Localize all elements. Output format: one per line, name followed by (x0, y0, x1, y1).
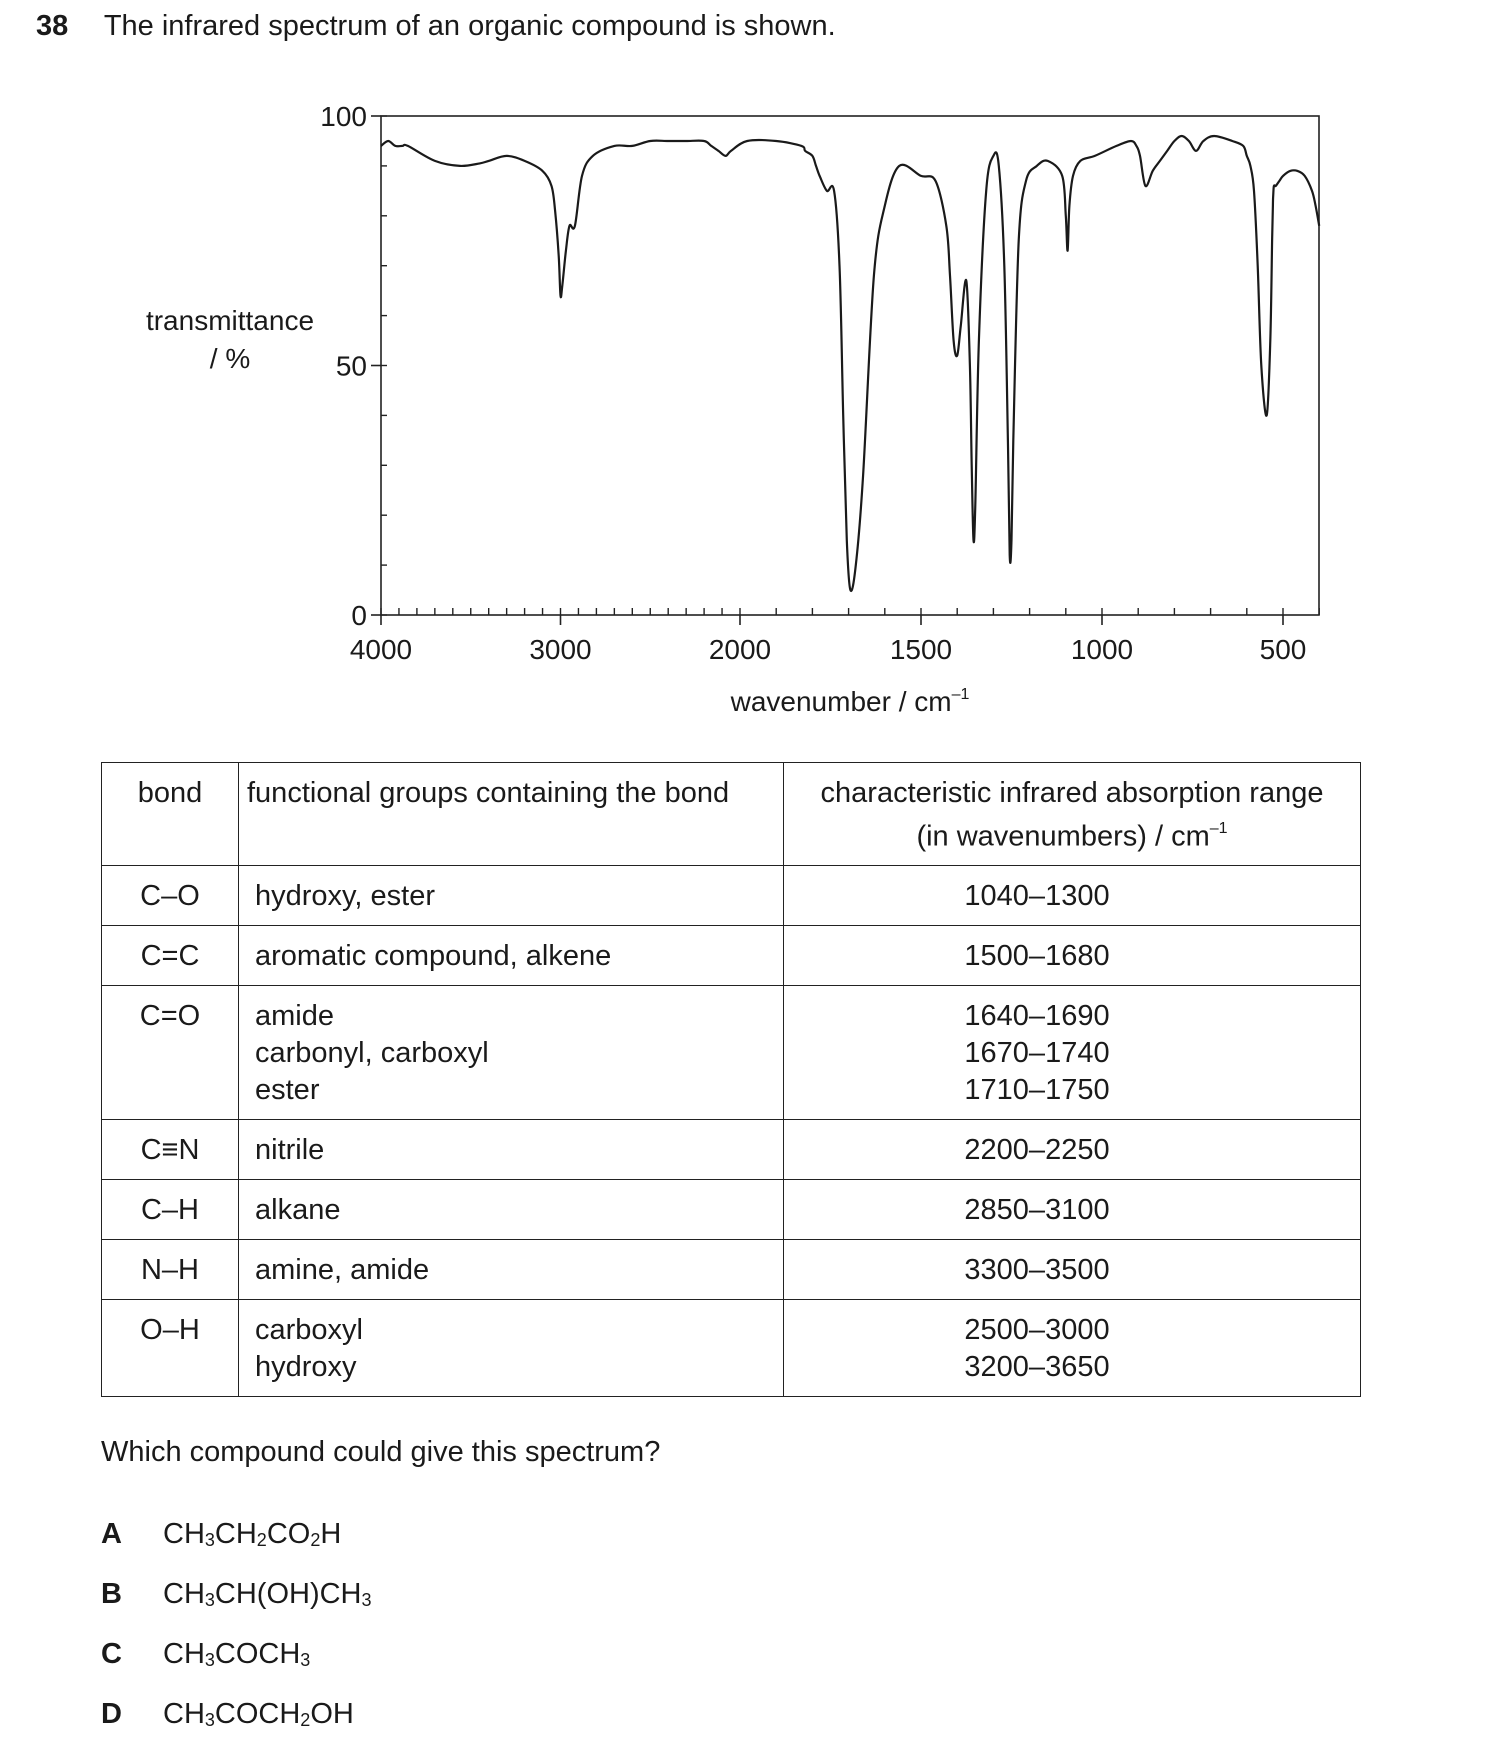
cell-functional-groups (239, 1240, 784, 1300)
option-letter: C (101, 1638, 122, 1670)
y-tick-label: 0 (351, 600, 367, 631)
range-values (964, 1252, 1109, 1289)
range-values (964, 1132, 1109, 1169)
header-functional-groups: functional groups containing the bond (239, 763, 784, 866)
option-formula (163, 1578, 372, 1610)
x-tick-label: 2000 (708, 634, 772, 665)
functional-group: ester (255, 1074, 320, 1106)
option-c (101, 1624, 372, 1684)
option-b (101, 1564, 372, 1624)
range-values (964, 1192, 1109, 1229)
option-letter: A (101, 1518, 122, 1550)
table-row (102, 1240, 1361, 1300)
functional-group: amide (255, 1000, 334, 1032)
header-range-line1: characteristic infrared absorption range (820, 777, 1324, 809)
formula-part: H (320, 1518, 342, 1550)
cell-bond: C≡N (102, 1120, 239, 1180)
functional-group: hydroxy (255, 1351, 357, 1383)
cell-functional-groups (239, 1300, 784, 1397)
cell-functional-groups (239, 986, 784, 1120)
cell-absorption-range (784, 1180, 1361, 1240)
cell-functional-groups (239, 866, 784, 926)
formula-part: CO (266, 1518, 311, 1550)
x-tick-label: 4000 (349, 634, 413, 665)
cell-bond: C–H (102, 1180, 239, 1240)
functional-group: aromatic compound, alkene (255, 940, 612, 972)
range-value: 1500–1680 (964, 940, 1110, 972)
formula-part: COCH (214, 1698, 301, 1730)
functional-group: alkane (255, 1194, 341, 1226)
ir-absorption-table (101, 762, 1361, 1397)
question-intro: The infrared spectrum of an organic compound is shown. (103, 10, 836, 42)
option-formula (163, 1638, 310, 1670)
option-d (101, 1684, 372, 1744)
header-range-line2 (792, 812, 1352, 856)
table-header-row (102, 763, 1361, 866)
answer-options (101, 1504, 372, 1744)
cell-functional-groups (239, 1180, 784, 1240)
cell-absorption-range (784, 866, 1361, 926)
x-tick-label: 3000 (529, 634, 592, 665)
question-number: 38 (36, 10, 69, 42)
formula-part: CH (163, 1698, 205, 1730)
cell-bond: O–H (102, 1300, 239, 1397)
option-formula (163, 1518, 341, 1550)
formula-subscript: 3 (204, 1590, 215, 1610)
cell-bond: C=O (102, 986, 239, 1120)
question-prompt: Which compound could give this spectrum? (101, 1436, 661, 1468)
spectrum-line (381, 136, 1319, 591)
formula-part: OH (310, 1698, 354, 1730)
option-letter: D (101, 1698, 122, 1730)
cell-bond: C=C (102, 926, 239, 986)
formula-part: CH (163, 1638, 205, 1670)
table-body (102, 866, 1361, 1397)
x-tick-label: 500 (1259, 634, 1307, 665)
option-formula (163, 1698, 354, 1730)
formula-part: CH (163, 1578, 205, 1610)
header-bond: bond (102, 763, 239, 866)
y-axis-label-unit: / % (209, 343, 251, 374)
range-values (964, 938, 1109, 975)
cell-absorption-range (784, 1300, 1361, 1397)
y-tick-label: 100 (320, 101, 367, 132)
option-a (101, 1504, 372, 1564)
functional-group: carbonyl, carboxyl (255, 1037, 489, 1069)
range-value: 2200–2250 (964, 1134, 1110, 1166)
cell-bond: N–H (102, 1240, 239, 1300)
range-values (964, 878, 1109, 915)
formula-subscript: 2 (300, 1710, 311, 1730)
formula-subscript: 3 (204, 1650, 215, 1670)
table-row (102, 1180, 1361, 1240)
table-row (102, 926, 1361, 986)
functional-group: amine, amide (255, 1254, 430, 1286)
table-row (102, 1120, 1361, 1180)
formula-part: CH (214, 1518, 257, 1550)
x-tick-label: 1000 (1070, 634, 1134, 665)
cell-absorption-range (784, 986, 1361, 1120)
range-value: 1640–1690 (964, 1000, 1110, 1032)
range-value: 1710–1750 (964, 1074, 1110, 1106)
formula-subscript: 3 (361, 1590, 372, 1610)
y-axis-label (130, 302, 330, 378)
range-value: 1040–1300 (964, 880, 1110, 912)
y-axis-label-text: transmittance (145, 305, 315, 336)
range-value: 3300–3500 (964, 1254, 1110, 1286)
plot-frame (381, 116, 1319, 615)
formula-subscript: 2 (310, 1530, 321, 1550)
range-value: 2500–3000 (964, 1314, 1110, 1346)
functional-group: hydroxy, ester (255, 880, 435, 912)
formula-subscript: 2 (256, 1530, 267, 1550)
header-range-line2-text: (in wavenumbers) / cm (916, 820, 1210, 853)
formula-part: COCH (214, 1638, 301, 1670)
range-value: 2850–3100 (964, 1194, 1110, 1226)
table-row (102, 1300, 1361, 1397)
cell-absorption-range (784, 1120, 1361, 1180)
cell-bond: C–O (102, 866, 239, 926)
range-values (964, 998, 1109, 1109)
header-absorption-range (784, 763, 1361, 866)
x-axis-label-exponent: –1 (951, 685, 970, 703)
header-range-exponent: –1 (1209, 820, 1228, 837)
cell-absorption-range (784, 926, 1361, 986)
functional-group: carboxyl (255, 1314, 363, 1346)
range-values (964, 1312, 1109, 1386)
range-value: 3200–3650 (964, 1351, 1110, 1383)
cell-functional-groups (239, 1120, 784, 1180)
formula-subscript: 3 (204, 1530, 215, 1550)
x-axis-label (700, 686, 1000, 718)
range-value: 1670–1740 (964, 1037, 1110, 1069)
x-tick-label: 1500 (889, 634, 953, 665)
option-letter: B (101, 1578, 122, 1610)
formula-part: CH (163, 1518, 205, 1550)
formula-subscript: 3 (300, 1650, 311, 1670)
cell-absorption-range (784, 1240, 1361, 1300)
table-row (102, 866, 1361, 926)
y-tick-label: 50 (335, 350, 367, 382)
table-row (102, 986, 1361, 1120)
cell-functional-groups (239, 926, 784, 986)
formula-subscript: 3 (204, 1710, 215, 1730)
functional-group: nitrile (255, 1134, 325, 1166)
x-axis-label-text: wavenumber / cm (730, 686, 952, 717)
formula-part: CH(OH)CH (214, 1578, 362, 1610)
